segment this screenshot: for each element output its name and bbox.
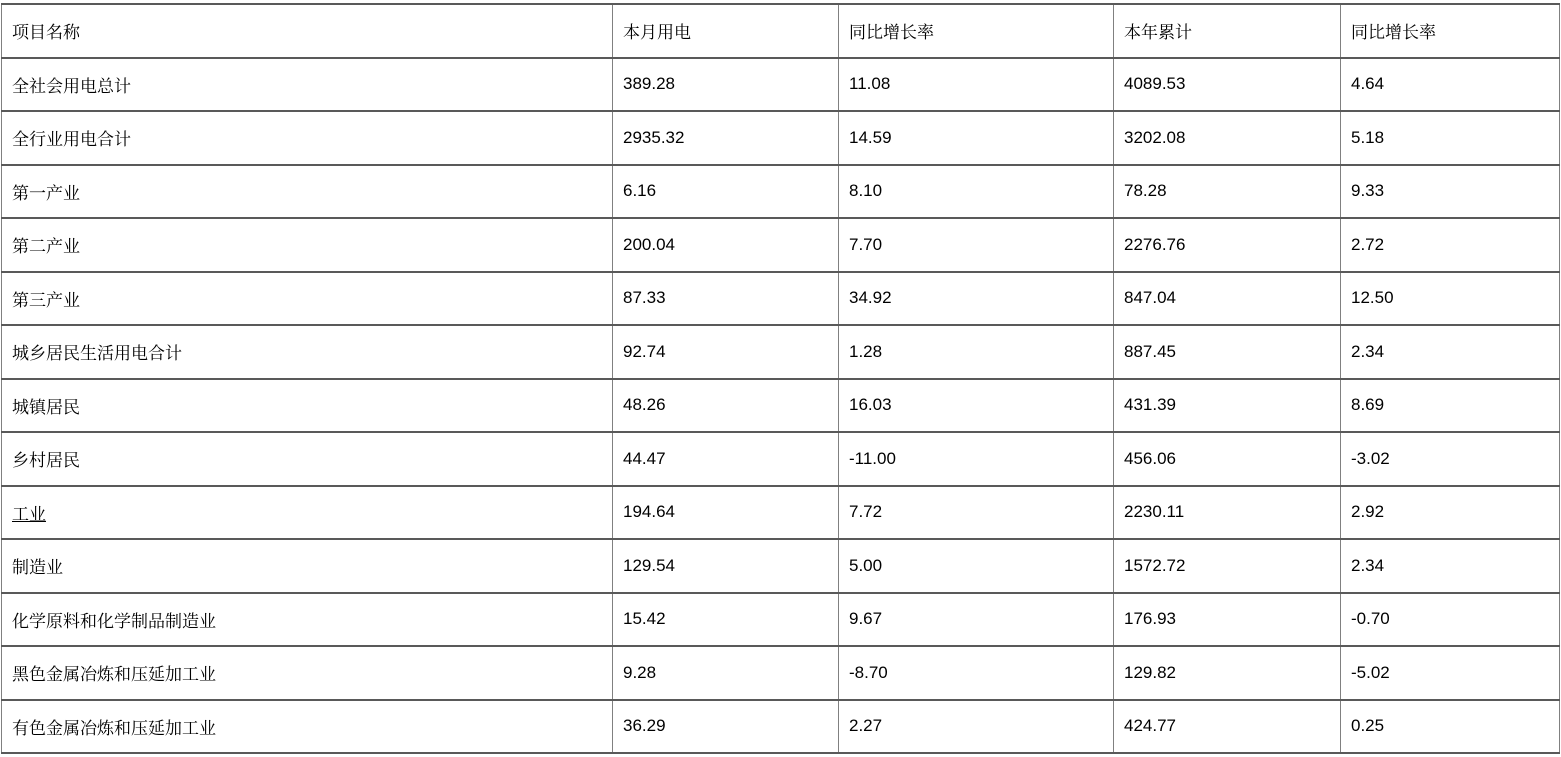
- table-row: [2, 272, 1560, 326]
- table-row: [2, 700, 1560, 754]
- value-cell: 4089.53: [1114, 58, 1341, 112]
- value-cell: 129.82: [1114, 646, 1341, 700]
- table-row: [2, 486, 1560, 540]
- header-row: [2, 4, 1560, 58]
- row-label-cell: 城镇居民: [2, 379, 613, 433]
- value-cell: 92.74: [613, 325, 839, 379]
- table-row: [2, 646, 1560, 700]
- value-cell: -3.02: [1341, 432, 1560, 486]
- value-cell: 887.45: [1114, 325, 1341, 379]
- value-cell: 5.00: [839, 539, 1114, 593]
- table-row: [2, 593, 1560, 647]
- table-row: [2, 379, 1560, 433]
- value-cell: 194.64: [613, 486, 839, 540]
- row-label-cell: 城乡居民生活用电合计: [2, 325, 613, 379]
- value-cell: 389.28: [613, 58, 839, 112]
- value-cell: 1.28: [839, 325, 1114, 379]
- value-cell: 87.33: [613, 272, 839, 326]
- value-cell: 176.93: [1114, 593, 1341, 647]
- value-cell: 2276.76: [1114, 218, 1341, 272]
- value-cell: 2.27: [839, 700, 1114, 754]
- value-cell: -8.70: [839, 646, 1114, 700]
- value-cell: 1572.72: [1114, 539, 1341, 593]
- value-cell: 129.54: [613, 539, 839, 593]
- row-label-cell: 第三产业: [2, 272, 613, 326]
- row-label-cell: 全社会用电总计: [2, 58, 613, 112]
- value-cell: 456.06: [1114, 432, 1341, 486]
- value-cell: 431.39: [1114, 379, 1341, 433]
- value-cell: 9.67: [839, 593, 1114, 647]
- column-header-month-usage: 本月用电: [613, 4, 839, 58]
- table-row: [2, 58, 1560, 112]
- value-cell: 7.72: [839, 486, 1114, 540]
- row-label-cell: 第一产业: [2, 165, 613, 219]
- value-cell: 6.16: [613, 165, 839, 219]
- value-cell: 8.69: [1341, 379, 1560, 433]
- column-header-yoy-growth-year: 同比增长率: [1341, 4, 1560, 58]
- value-cell: 200.04: [613, 218, 839, 272]
- value-cell: 48.26: [613, 379, 839, 433]
- value-cell: 9.33: [1341, 165, 1560, 219]
- value-cell: 0.25: [1341, 700, 1560, 754]
- table-row: [2, 539, 1560, 593]
- value-cell: 424.77: [1114, 700, 1341, 754]
- electricity-data-table: [1, 3, 1560, 754]
- column-header-yoy-growth-month: 同比增长率: [839, 4, 1114, 58]
- value-cell: -5.02: [1341, 646, 1560, 700]
- value-cell: 36.29: [613, 700, 839, 754]
- value-cell: 2935.32: [613, 111, 839, 165]
- value-cell: 14.59: [839, 111, 1114, 165]
- table-body: [2, 58, 1560, 754]
- row-label-cell: 化学原料和化学制品制造业: [2, 593, 613, 647]
- value-cell: 8.10: [839, 165, 1114, 219]
- value-cell: 2.34: [1341, 325, 1560, 379]
- value-cell: 2230.11: [1114, 486, 1341, 540]
- row-label-cell: 制造业: [2, 539, 613, 593]
- value-cell: 847.04: [1114, 272, 1341, 326]
- value-cell: 44.47: [613, 432, 839, 486]
- column-header-item-name: 项目名称: [2, 4, 613, 58]
- value-cell: 9.28: [613, 646, 839, 700]
- table-row: [2, 218, 1560, 272]
- value-cell: 2.72: [1341, 218, 1560, 272]
- row-label-cell: 有色金属冶炼和压延加工业: [2, 700, 613, 754]
- value-cell: 12.50: [1341, 272, 1560, 326]
- column-header-year-cumulative: 本年累计: [1114, 4, 1341, 58]
- value-cell: 4.64: [1341, 58, 1560, 112]
- table-row: [2, 325, 1560, 379]
- row-label-cell: 黑色金属冶炼和压延加工业: [2, 646, 613, 700]
- table-row: [2, 165, 1560, 219]
- value-cell: 2.34: [1341, 539, 1560, 593]
- row-label-cell: 乡村居民: [2, 432, 613, 486]
- value-cell: -0.70: [1341, 593, 1560, 647]
- row-label-cell: [2, 486, 613, 540]
- value-cell: 15.42: [613, 593, 839, 647]
- value-cell: 34.92: [839, 272, 1114, 326]
- value-cell: 11.08: [839, 58, 1114, 112]
- value-cell: 7.70: [839, 218, 1114, 272]
- value-cell: 78.28: [1114, 165, 1341, 219]
- row-label-underlined: 工业: [12, 504, 46, 524]
- value-cell: 16.03: [839, 379, 1114, 433]
- row-label-cell: 第二产业: [2, 218, 613, 272]
- value-cell: -11.00: [839, 432, 1114, 486]
- row-label-cell: 全行业用电合计: [2, 111, 613, 165]
- value-cell: 2.92: [1341, 486, 1560, 540]
- table-row: [2, 432, 1560, 486]
- value-cell: 3202.08: [1114, 111, 1341, 165]
- value-cell: 5.18: [1341, 111, 1560, 165]
- table-row: [2, 111, 1560, 165]
